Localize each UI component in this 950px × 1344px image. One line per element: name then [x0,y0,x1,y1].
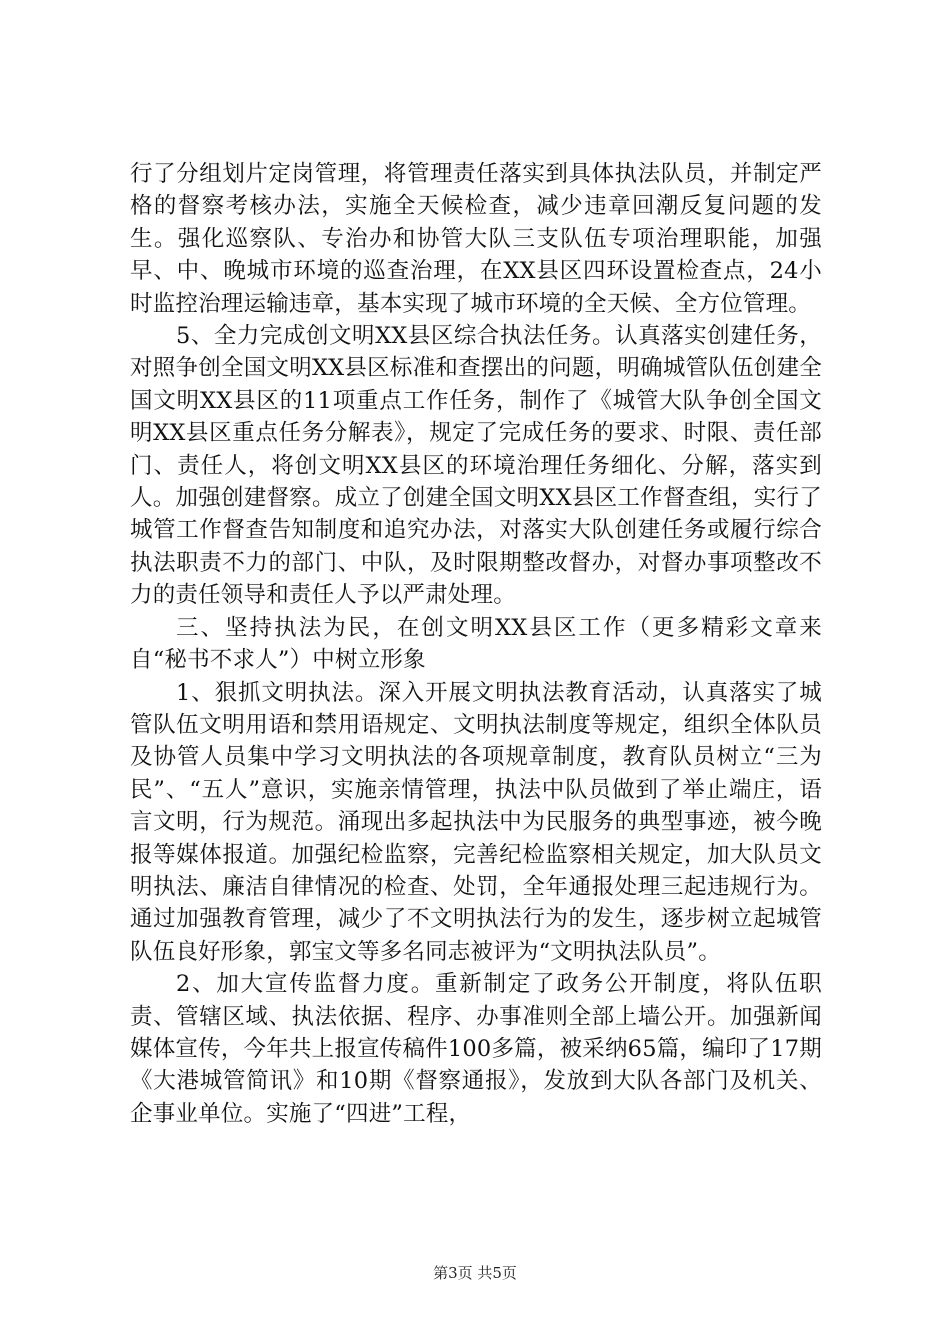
page-number-footer: 第3页 共5页 [433,1264,517,1282]
section-heading-3: 三、坚持执法为民，在创文明XX县区工作（更多精彩文章来自“秘书不求人”）中树立形象 [130,614,822,674]
paragraph-1: 行了分组划片定岗管理，将管理责任落实到具体执法队员，并制定严格的督察考核办法，实施全天候检查，减少违章回潮反复问题的发生。强化巡察队、专治办和协管大队三支队伍专项治理职能，加强早、中、晚城市环境的巡查治理，在XX县区四环设置检查点，24小时监控治理运输违章，基本实现了城市环境的全天候、全方位管理。 [130,161,822,317]
document-body [130,158,822,1130]
paragraph-5: 2、加大宣传监督力度。重新制定了政务公开制度，将队伍职责、管辖区域、执法依据、程序、办事准则全部上墙公开。加强新闻媒体宣传，今年共上报宣传稿件100多篇，被采纳65篇，编印了17期《大港城管简讯》和10期《督察通报》，发放到大队各部门及机关、企事业单位。实施了“四进”工程， [130,971,822,1127]
paragraph-2: 5、全力完成创文明XX县区综合执法任务。认真落实创建任务，对照争创全国文明XX县区标准和查摆出的问题，明确城管队伍创建全国文明XX县区的11项重点工作任务，制作了《城管大队争创全国文明XX县区重点任务分解表》，规定了完成任务的要求、时限、责任部门、责任人，将创文明XX县区的环境治理任务细化、分解，落实到人。加强创建督察。成立了创建全国文明XX县区工作督查组，实行了城管工作督查告知制度和追究办法，对落实大队创建任务或履行综合执法职责不力的部门、中队，及时限期整改督办，对督办事项整改不力的责任领导和责任人予以严肃处理。 [130,323,822,609]
paragraph-4: 1、狠抓文明执法。深入开展文明执法教育活动，认真落实了城管队伍文明用语和禁用语规定、文明执法制度等规定，组织全体队员及协管人员集中学习文明执法的各项规章制度，教育队员树立“三为民”、“五人”意识，实施亲情管理，执法中队员做到了举止端庄，语言文明，行为规范。涌现出多起执法中为民服务的典型事迹，被今晚报等媒体报道。加强纪检监察，完善纪检监察相关规定，加大队员文明执法、廉洁自律情况的检查、处罚，全年通报处理三起违规行为。通过加强教育管理，减少了不文明执法行为的发生，逐步树立起城管队伍良好形象，郭宝文等多名同志被评为“文明执法队员”。 [130,679,822,965]
